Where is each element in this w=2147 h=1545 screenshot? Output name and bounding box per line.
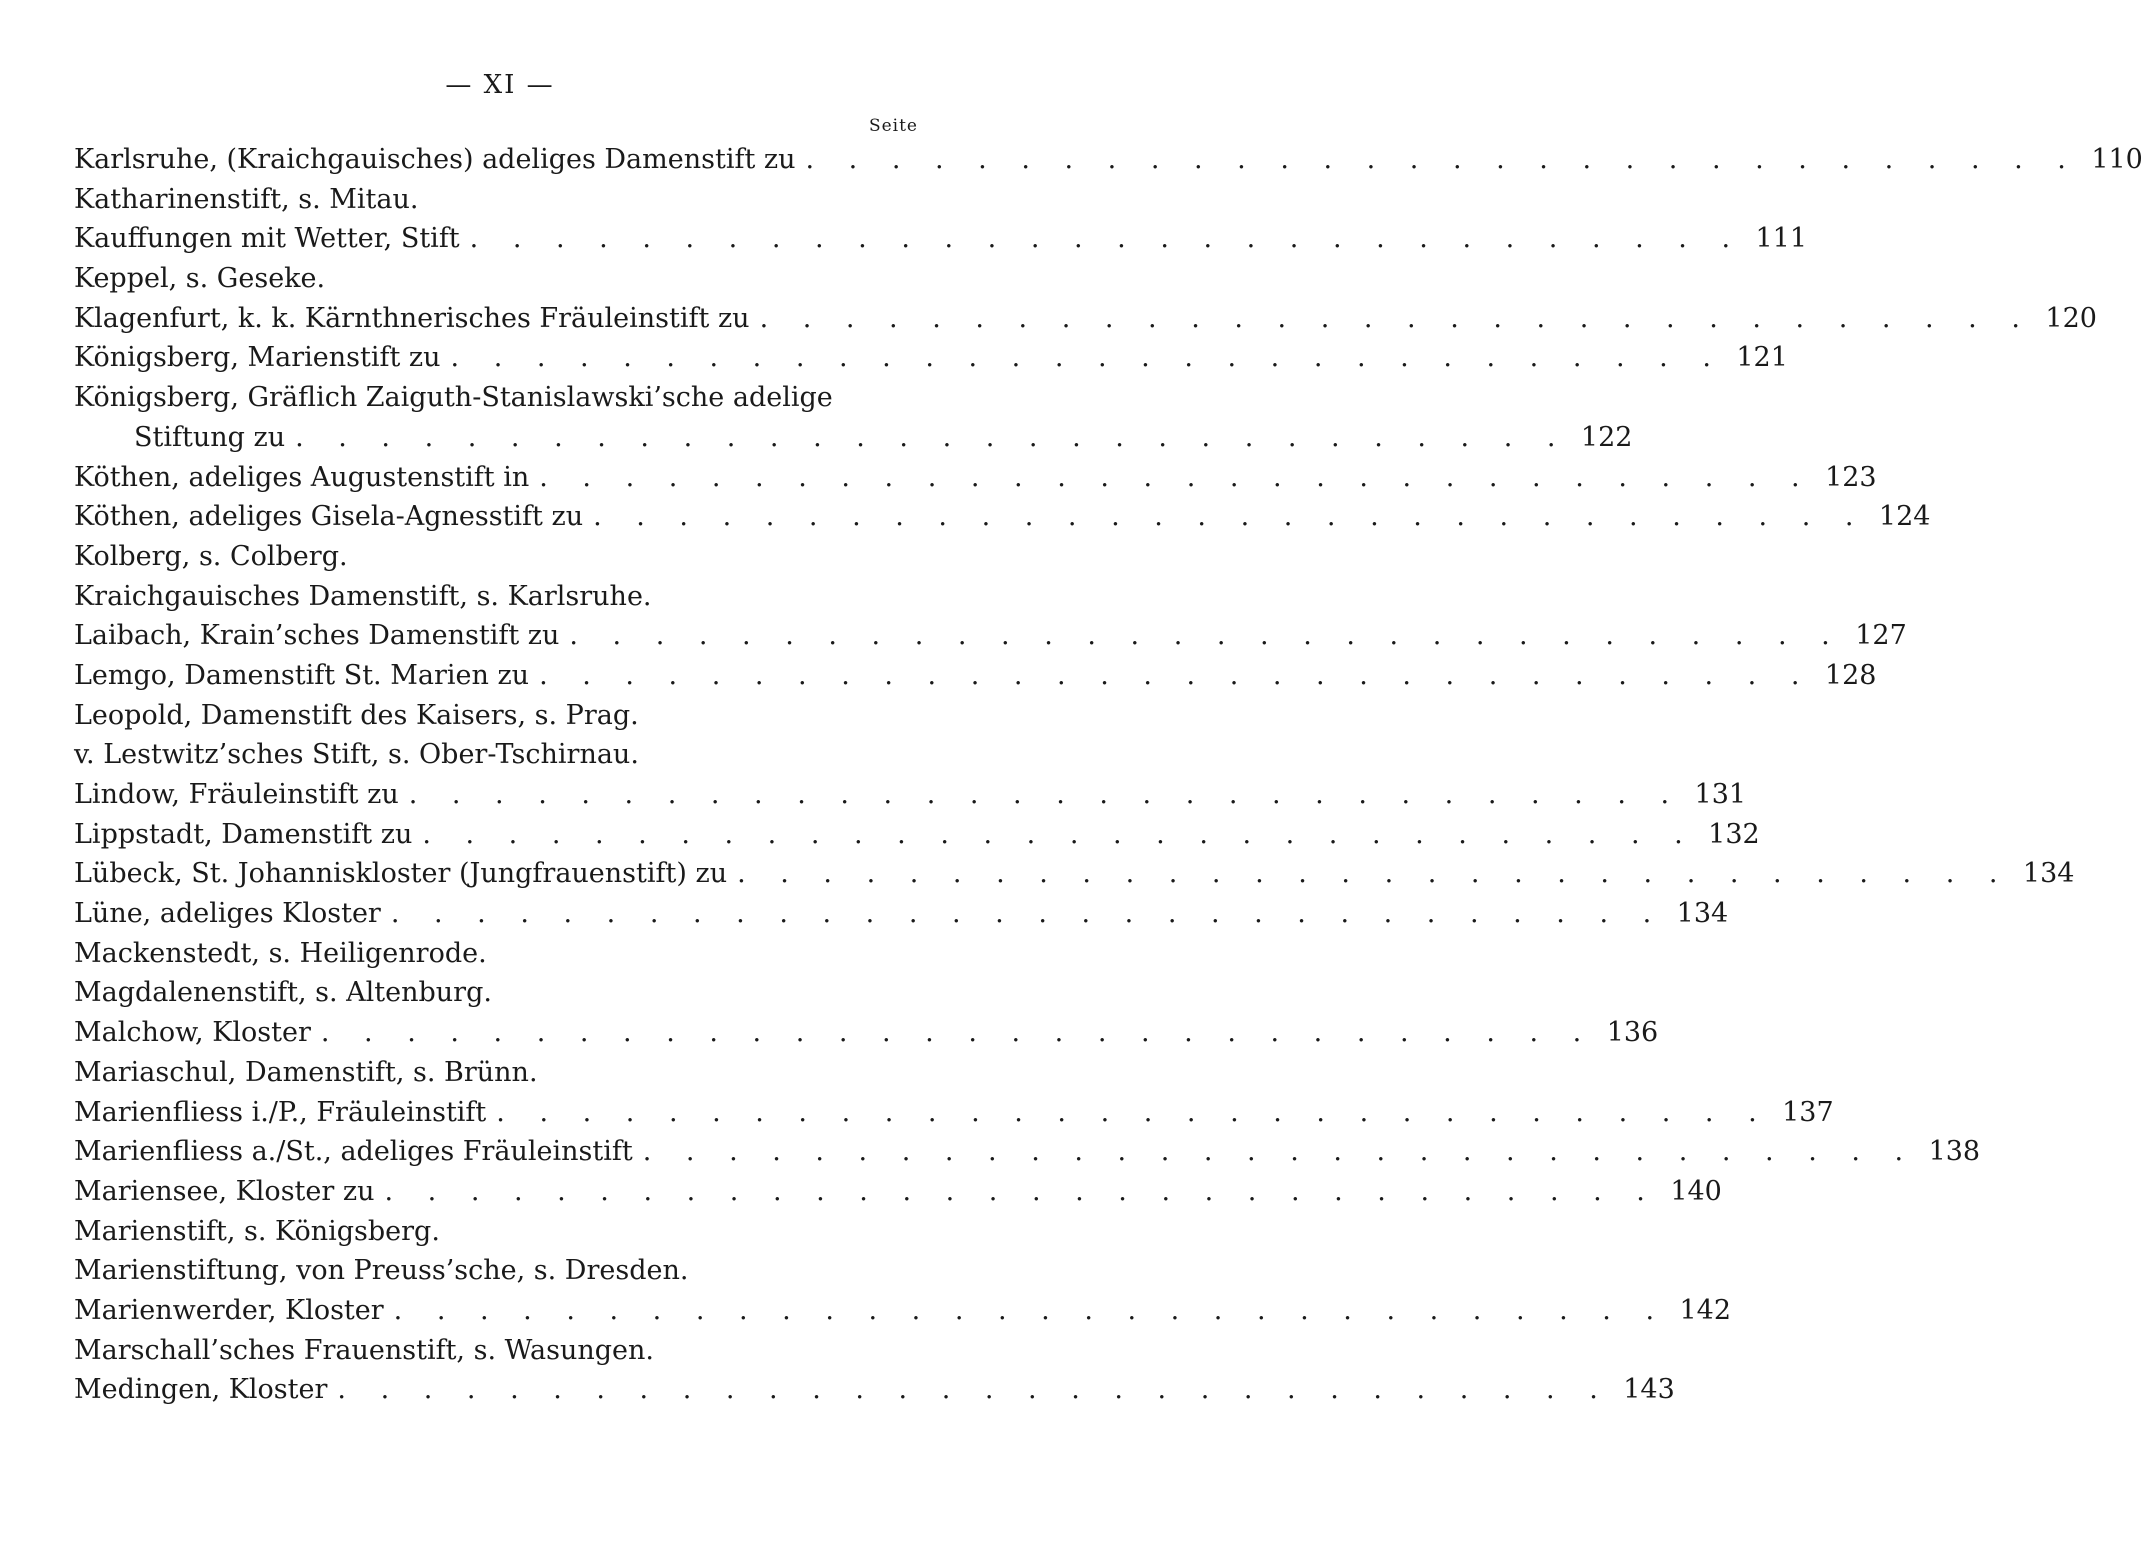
page-number: — XI — xyxy=(445,70,555,100)
toc-entry-text: Karlsruhe, (Kraichgauisches) adeliges Damenstift zu xyxy=(74,144,796,175)
toc-entry-page: 123 xyxy=(1825,461,1877,493)
toc-entry xyxy=(64,934,916,974)
dot-leader: . . . . . . . . . . . . . . . . . . . . . . . . . . . . . . xyxy=(384,1175,1658,1207)
toc-entry-text: Kauffungen mit Wetter, Stift xyxy=(74,223,460,255)
dot-leader: . . . . . . . . . . . . . . . . . . . . . . . . . . . . . . xyxy=(450,342,1724,374)
toc-entry xyxy=(64,458,1877,498)
toc-entry-text: Köthen, adeliges Gisela-Agnesstift zu xyxy=(74,501,584,533)
toc-entry-text: Königsberg, Marienstift zu xyxy=(74,342,441,374)
dot-leader: . . . . . . . . . . . . . . . . . . . . . . . . . . . . . . xyxy=(408,779,1683,810)
dot-leader: . . . . . . . . . . . . . . . . . . . . . . . . . . . . . . xyxy=(422,818,1696,850)
toc-entry xyxy=(64,1013,1659,1053)
dot-leader: . . . . . . . . . . . . . . . . . . . . . . . . . . . . . . xyxy=(337,1374,1611,1406)
dot-leader: . . . . . . . . . . . . . . . . . . . . . . . . . . . . . . xyxy=(593,501,1867,533)
toc-entry xyxy=(64,140,2143,180)
dot-leader: . . . . . . . . . . . . . . . . . . . . . . . . . . . . . . xyxy=(295,421,1569,453)
toc-entry xyxy=(64,973,916,1013)
dot-leader: . . . . . . . . . . . . . . . . . . . . . . . . . . . . . . xyxy=(759,302,2033,334)
toc-entry xyxy=(64,219,1808,259)
toc-entry xyxy=(64,775,1747,815)
toc-entry xyxy=(64,577,916,617)
toc-entry-text: Marienfliess a./St., adeliges Fräuleinstift xyxy=(74,1136,633,1168)
toc-entry-page: 131 xyxy=(1694,779,1747,810)
dot-leader: . . . . . . . . . . . . . . . . . . . . . . . . . . . . . . xyxy=(496,1096,1770,1128)
toc-entry-text: Klagenfurt, k. k. Kärnthnerisches Fräuleinstift zu xyxy=(74,302,750,334)
toc-entry-text: Marienfliess i./P., Fräuleinstift xyxy=(74,1096,487,1128)
toc-entry-page: 140 xyxy=(1670,1175,1722,1207)
toc-entry-text: Lippstadt, Damenstift zu xyxy=(74,818,413,850)
toc-entry-page: 136 xyxy=(1606,1017,1659,1049)
toc-entry-page: 134 xyxy=(1676,898,1729,930)
toc-entry-page: 143 xyxy=(1623,1374,1675,1406)
toc-entry-page: 121 xyxy=(1736,342,1788,374)
toc-entry-text: Lemgo, Damenstift St. Marien zu xyxy=(74,659,530,691)
toc-entry-text: Stiftung zu xyxy=(134,421,286,453)
toc-entry-text: Magdalenenstift, s. Altenburg. xyxy=(74,977,492,1009)
toc-entry xyxy=(64,259,916,299)
toc-entry xyxy=(64,735,916,775)
toc-entry-text: Leopold, Damenstift des Kaisers, s. Prag. xyxy=(74,699,639,731)
toc-entry xyxy=(64,854,2075,894)
toc-entry xyxy=(64,497,1931,537)
toc-entry xyxy=(64,1053,916,1093)
toc-entry-text: Kraichgauisches Damenstift, s. Karlsruhe. xyxy=(74,580,652,612)
toc-entry-text: v. Lestwitz’sches Stift, s. Ober-Tschirnau. xyxy=(74,739,639,771)
toc-entry-text: Königsberg, Gräflich Zaiguth-Stanislawski’sche adelige xyxy=(74,382,833,414)
toc-entry xyxy=(64,418,1633,458)
dot-leader: . . . . . . . . . . . . . . . . . . . . . . . . . . . . . . xyxy=(539,659,1813,691)
dot-leader: . . . . . . . . . . . . . . . . . . . . . . . . . . . . . . xyxy=(569,620,1843,652)
toc-entry-page: 111 xyxy=(1755,223,1808,255)
toc-entry-text: Lüne, adeliges Kloster xyxy=(74,898,381,930)
toc-entry xyxy=(64,815,1760,855)
dot-leader: . . . . . . . . . . . . . . . . . . . . . . . . . . . . . . xyxy=(805,144,2079,175)
toc-entry-text: Keppel, s. Geseke. xyxy=(74,263,326,295)
toc-entry-text: Lübeck, St. Johanniskloster (Jungfrauenstift) zu xyxy=(74,858,728,890)
toc-entry-text: Mackenstedt, s. Heiligenrode. xyxy=(74,937,487,969)
toc-entry-text: Kolberg, s. Colberg. xyxy=(74,540,348,572)
toc-entry-page: 138 xyxy=(1928,1136,1981,1168)
toc-entry-text: Medingen, Kloster xyxy=(74,1374,328,1406)
toc-entry xyxy=(64,1370,1675,1410)
dot-leader: . . . . . . . . . . . . . . . . . . . . . . . . . . . . . . xyxy=(642,1136,1917,1168)
toc-entry-page: 142 xyxy=(1679,1294,1732,1326)
toc-entry xyxy=(64,1331,916,1371)
toc-entry-text: Laibach, Krain’sches Damenstift zu xyxy=(74,620,560,652)
toc-entry-page: 124 xyxy=(1878,501,1931,533)
toc-entry-text: Köthen, adeliges Augustenstift in xyxy=(74,461,530,493)
dot-leader: . . . . . . . . . . . . . . . . . . . . . . . . . . . . . . xyxy=(320,1017,1595,1049)
toc-entry-text: Lindow, Fräuleinstift zu xyxy=(74,779,399,810)
dot-leader: . . . . . . . . . . . . . . . . . . . . . . . . . . . . . . xyxy=(469,223,1744,255)
toc-entry-page: 122 xyxy=(1580,421,1633,453)
toc-entry xyxy=(64,1291,1732,1331)
toc-entry-text: Marienstiftung, von Preuss’sche, s. Dresden. xyxy=(74,1255,689,1287)
toc-entry-page: 120 xyxy=(2045,302,2097,334)
dot-leader: . . . . . . . . . . . . . . . . . . . . . . . . . . . . . . xyxy=(737,858,2011,890)
toc-entry xyxy=(64,1132,1981,1172)
toc-entry xyxy=(64,1251,916,1291)
toc-entry-page: 132 xyxy=(1708,818,1760,850)
toc-entry xyxy=(64,894,1729,934)
toc-entry-text: Marienstift, s. Königsberg. xyxy=(74,1215,440,1247)
toc-entry-text: Mariensee, Kloster zu xyxy=(74,1175,375,1207)
toc-entry xyxy=(64,537,916,577)
toc-entry xyxy=(64,1172,1722,1212)
toc-entry-text: Malchow, Kloster xyxy=(74,1017,311,1049)
toc-entry xyxy=(64,378,916,418)
dot-leader: . . . . . . . . . . . . . . . . . . . . . . . . . . . . . . xyxy=(390,898,1665,930)
toc-entry xyxy=(64,180,916,220)
toc-entry-text: Marienwerder, Kloster xyxy=(74,1294,384,1326)
table-of-contents xyxy=(64,140,2143,1410)
toc-entry-text: Mariaschul, Damenstift, s. Brünn. xyxy=(74,1056,538,1088)
toc-entry-page: 128 xyxy=(1824,659,1877,691)
toc-entry xyxy=(64,299,2097,339)
toc-entry-text: Katharinenstift, s. Mitau. xyxy=(74,183,419,215)
toc-entry-text: Marschall’sches Frauenstift, s. Wasungen. xyxy=(74,1334,654,1366)
toc-entry-page: 127 xyxy=(1855,620,1907,652)
dot-leader: . . . . . . . . . . . . . . . . . . . . . . . . . . . . . . xyxy=(393,1294,1668,1326)
toc-entry xyxy=(64,1212,916,1252)
toc-entry-page: 110 xyxy=(2091,144,2143,175)
column-header-seite: Seite xyxy=(868,116,918,136)
toc-entry xyxy=(64,338,1788,378)
toc-entry xyxy=(64,1093,1834,1133)
toc-entry-page: 134 xyxy=(2022,858,2075,890)
toc-entry xyxy=(64,656,1877,696)
toc-entry-page: 137 xyxy=(1782,1096,1834,1128)
toc-entry xyxy=(64,616,1907,656)
dot-leader: . . . . . . . . . . . . . . . . . . . . . . . . . . . . . . xyxy=(539,461,1813,493)
toc-entry xyxy=(64,696,916,736)
